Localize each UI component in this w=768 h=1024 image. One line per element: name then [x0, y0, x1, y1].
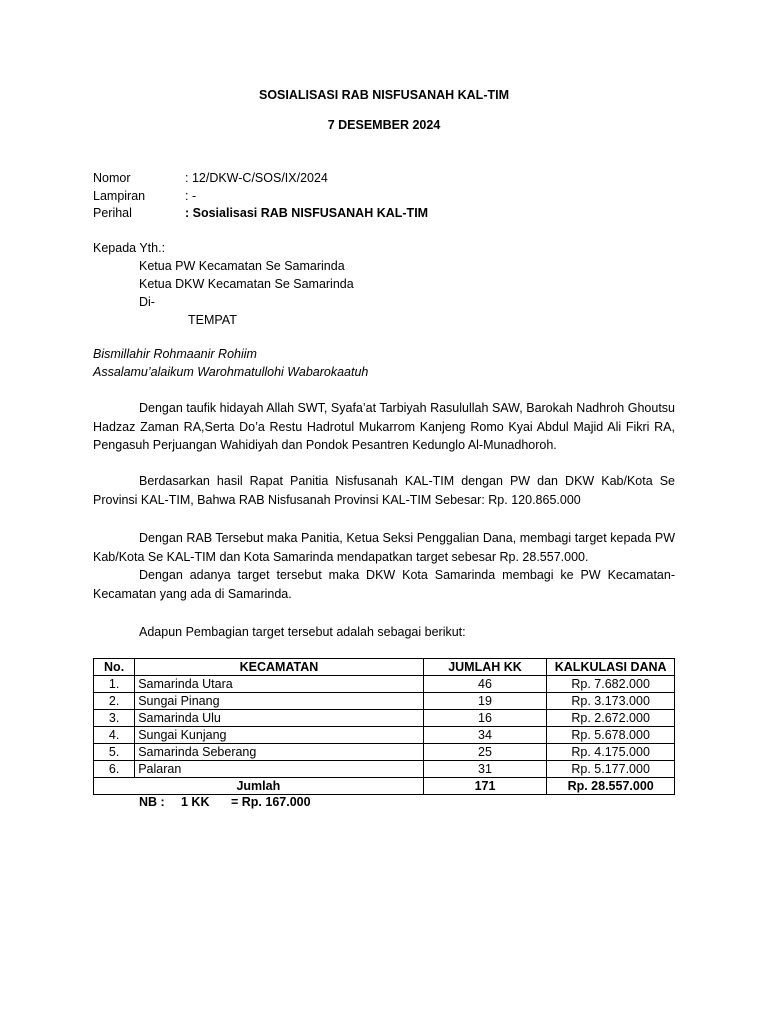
row-no: 6. — [94, 761, 135, 778]
note — [139, 795, 311, 809]
row-kecamatan: Samarinda Ulu — [135, 710, 423, 727]
total-dana: Rp. 28.557.000 — [547, 778, 675, 795]
target-table — [93, 658, 675, 795]
paragraph-2-text: Berdasarkan hasil Rapat Panitia Nisfusanah KAL-TIM dengan PW dan DKW Kab/Kota Se Provinsi KAL-TIM, Bahwa RAB Nisfusanah Provinsi KAL-TIM Sebesar: Rp. 120.865.000 — [93, 474, 675, 507]
address-line-3: Di- — [139, 295, 155, 309]
row-no: 3. — [94, 710, 135, 727]
table-total-row — [94, 778, 675, 795]
row-dana: Rp. 4.175.000 — [547, 744, 675, 761]
meta-nomor-label: Nomor — [93, 171, 131, 185]
paragraph-2 — [93, 472, 675, 509]
row-kecamatan: Samarinda Seberang — [135, 744, 423, 761]
note-label: NB : — [139, 795, 165, 809]
paragraph-3-text: Dengan RAB Tersebut maka Panitia, Ketua Seksi Penggalian Dana, membagi target kepada PW Kab/Kota Se KAL-TIM dan Kota Samarinda mendapatkan target sebesar Rp. 28.557.000. — [93, 531, 675, 564]
document-date: 7 DESEMBER 2024 — [327, 118, 441, 132]
paragraph-5 — [93, 623, 675, 642]
row-kk: 19 — [423, 693, 547, 710]
row-kecamatan: Sungai Pinang — [135, 693, 423, 710]
address-line-4: TEMPAT — [188, 313, 237, 327]
row-no: 5. — [94, 744, 135, 761]
row-dana: Rp. 3.173.000 — [547, 693, 675, 710]
row-kk: 34 — [423, 727, 547, 744]
row-kk: 46 — [423, 676, 547, 693]
address-line-1: Ketua PW Kecamatan Se Samarinda — [139, 259, 345, 273]
meta-perihal-value: : Sosialisasi RAB NISFUSANAH KAL-TIM — [185, 206, 429, 220]
header-jumlah-kk: JUMLAH KK — [423, 659, 547, 676]
greeting-line-2: Assalamu’alaikum Warohmatullohi Wabarokaatuh — [93, 365, 369, 379]
table-row — [94, 676, 675, 693]
table-header-row — [94, 659, 675, 676]
row-kecamatan: Palaran — [135, 761, 423, 778]
row-no: 1. — [94, 676, 135, 693]
paragraph-1 — [93, 399, 675, 455]
header-kalkulasi-dana: KALKULASI DANA — [547, 659, 675, 676]
note-value: = Rp. 167.000 — [231, 795, 311, 809]
document-title: SOSIALISASI RAB NISFUSANAH KAL-TIM — [259, 88, 509, 102]
row-kecamatan: Sungai Kunjang — [135, 727, 423, 744]
row-no: 2. — [94, 693, 135, 710]
total-label: Jumlah — [94, 778, 424, 795]
paragraph-3 — [93, 529, 675, 566]
paragraph-4 — [93, 566, 675, 603]
greeting-line-1: Bismillahir Rohmaanir Rohiim — [93, 347, 257, 361]
paragraph-4-text: Dengan adanya target tersebut maka DKW Kota Samarinda membagi ke PW Kecamatan-Kecamatan yang ada di Samarinda. — [93, 568, 675, 601]
meta-lampiran — [93, 188, 428, 206]
recipient-address — [93, 239, 354, 329]
meta-perihal-label: Perihal — [93, 206, 132, 220]
table-row — [94, 727, 675, 744]
total-kk: 171 — [423, 778, 547, 795]
meta-lampiran-label: Lampiran — [93, 188, 146, 203]
table-row — [94, 693, 675, 710]
paragraph-1-text: Dengan taufik hidayah Allah SWT, Syafa’at Tarbiyah Rasulullah SAW, Barokah Nadhroh Ghoutsu Hadzaz Zaman RA,Serta Do’a Restu Hadrotul Mukarrom Kanjeng Romo Kyai Abdul Majid Ali Fikri RA, Pengasuh Perjuangan Wahidiyah dan Pondok Pesantren Kedunglo Al-Munadhoroh. — [93, 401, 675, 452]
header-no: No. — [94, 659, 135, 676]
row-dana: Rp. 5.678.000 — [547, 727, 675, 744]
table-row — [94, 744, 675, 761]
row-kk: 16 — [423, 710, 547, 727]
meta-nomor — [93, 170, 428, 188]
row-dana: Rp. 5.177.000 — [547, 761, 675, 778]
meta-perihal — [93, 205, 428, 223]
row-kk: 25 — [423, 744, 547, 761]
address-line-2: Ketua DKW Kecamatan Se Samarinda — [139, 277, 354, 291]
greeting — [93, 345, 368, 381]
row-no: 4. — [94, 727, 135, 744]
letter-meta — [93, 170, 428, 223]
table-row — [94, 761, 675, 778]
row-kk: 31 — [423, 761, 547, 778]
row-kecamatan: Samarinda Utara — [135, 676, 423, 693]
meta-lampiran-value: : - — [185, 188, 197, 203]
paragraph-5-text: Adapun Pembagian target tersebut adalah sebagai berikut: — [139, 625, 466, 639]
meta-nomor-value: : 12/DKW-C/SOS/IX/2024 — [185, 171, 328, 185]
table-row — [94, 710, 675, 727]
address-to: Kepada Yth.: — [93, 241, 166, 255]
row-dana: Rp. 2.672.000 — [547, 710, 675, 727]
row-dana: Rp. 7.682.000 — [547, 676, 675, 693]
header-kecamatan: KECAMATAN — [135, 659, 423, 676]
note-unit: 1 KK — [181, 795, 210, 809]
